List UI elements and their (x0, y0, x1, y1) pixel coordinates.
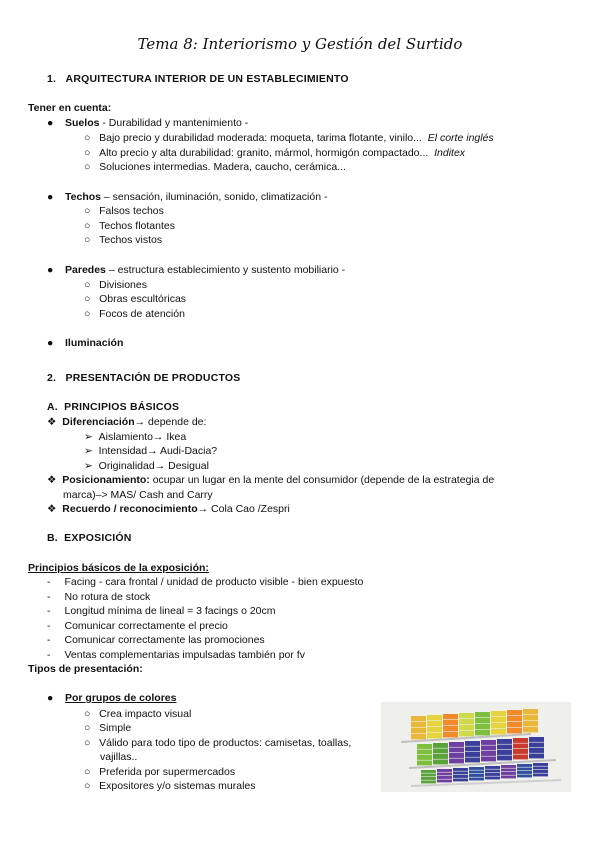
section-2-number: 2. (47, 372, 57, 384)
paredes-subitem: ○ Obras escultóricas (84, 293, 187, 305)
bullet-diamond-icon: ❖ (47, 503, 57, 515)
bullet-circle-icon: ○ (84, 293, 91, 305)
color-shelves-drawing (381, 702, 571, 792)
garment-stack (427, 733, 442, 738)
bullet-circle-icon: ○ (84, 147, 91, 159)
garment-stack (481, 740, 496, 745)
section-2-heading (47, 372, 241, 384)
iluminacion-label: Iluminación (65, 337, 124, 349)
garment-stack (427, 727, 442, 732)
garment-stack (501, 776, 516, 779)
grupos-label: Por grupos de colores (65, 692, 177, 704)
intro-label: Tener en cuenta: (28, 102, 112, 114)
garment-stack (513, 744, 528, 749)
diferenciacion-subitem: ➢ Originalidad→ Desigual (84, 460, 209, 472)
garment-stack (417, 761, 432, 766)
example-text: El corte inglés (427, 132, 494, 144)
suelos-item (47, 117, 248, 129)
garment-stack (497, 756, 512, 761)
bullet-dot-icon: ● (47, 117, 54, 129)
garment-stack (421, 770, 436, 773)
garment-stack (481, 751, 496, 756)
posicionamiento-desc-cont: marca)–> MAS/ Cash and Carry (63, 489, 213, 501)
garment-stack (507, 722, 522, 727)
garment-stack (523, 721, 538, 726)
garment-stack (517, 764, 532, 767)
garment-stack (469, 771, 484, 774)
garment-stack (453, 775, 468, 778)
garment-stack (433, 754, 448, 759)
garment-stack (411, 734, 426, 739)
garment-stack (485, 773, 500, 776)
bullet-diamond-icon: ❖ (47, 416, 57, 428)
garment-stack (427, 715, 442, 720)
garment-stack (529, 754, 544, 759)
garment-stack (421, 781, 436, 784)
suelos-subitem: ○ Bajo precio y durabilidad moderada: moqueta, tarima flotante, vinilo... El corte inglés (84, 132, 494, 144)
garment-stack (485, 766, 500, 769)
bullet-dot-icon: ● (47, 692, 54, 704)
techos-label: Techos (65, 191, 101, 203)
garment-stack (443, 726, 458, 731)
bullet-dot-icon: ● (47, 337, 54, 349)
subsection-a-heading: A. PRINCIPIOS BÁSICOS (47, 401, 180, 413)
garment-stack (533, 767, 548, 770)
garment-stack (449, 742, 464, 747)
garment-stack (497, 750, 512, 755)
garment-stack (485, 770, 500, 773)
bullet-circle-icon: ○ (84, 132, 91, 144)
garment-stack (465, 747, 480, 752)
bullet-dash-icon: - (47, 649, 51, 661)
garment-stack (529, 748, 544, 753)
garment-stack (459, 725, 474, 730)
bullet-circle-icon: ○ (84, 708, 91, 720)
bullet-dot-icon: ● (47, 264, 54, 276)
diferenciacion-item (47, 416, 206, 428)
principio-item: - No rotura de stock (47, 591, 151, 603)
garment-stack (481, 746, 496, 751)
recuerdo-label: Recuerdo / reconocimiento (62, 503, 198, 515)
garment-stack (513, 749, 528, 754)
bullet-circle-icon: ○ (84, 780, 91, 792)
principio-item: - Comunicar correctamente las promociones (47, 634, 265, 646)
garment-stack (443, 732, 458, 737)
paredes-subitem: ○ Divisiones (84, 279, 147, 291)
tipos-title: Tipos de presentación: (28, 663, 143, 675)
garment-stack (507, 710, 522, 715)
garment-stack (485, 777, 500, 780)
principio-item: - Facing - cara frontal / unidad de producto visible - bien expuesto (47, 576, 364, 588)
garment-stack (507, 728, 522, 733)
paredes-label: Paredes (65, 264, 106, 276)
grupos-item (47, 692, 176, 704)
garment-stack (449, 748, 464, 753)
bullet-circle-icon: ○ (84, 722, 91, 734)
garment-stack (465, 758, 480, 763)
bullet-arrow-icon: ➢ (84, 431, 93, 443)
bullet-circle-icon: ○ (84, 205, 91, 217)
garment-stack (517, 775, 532, 778)
garment-stack (507, 716, 522, 721)
bullet-circle-icon: ○ (84, 308, 91, 320)
suelos-subitem: ○ Alto precio y alta durabilidad: granito, mármol, hormigón compactado... Inditex (84, 147, 466, 159)
recuerdo-item (47, 503, 290, 515)
techos-subitem: ○ Techos vistos (84, 234, 163, 246)
bullet-circle-icon: ○ (84, 766, 91, 778)
garment-stack (437, 776, 452, 779)
bullet-dash-icon: - (47, 576, 51, 588)
garment-stack (459, 719, 474, 724)
bullet-circle-icon: ○ (84, 234, 91, 246)
garment-stack (459, 731, 474, 736)
garment-stack (453, 779, 468, 782)
paredes-item (47, 264, 345, 276)
garment-stack (529, 737, 544, 742)
garment-stack (517, 768, 532, 771)
section-1-number: 1. (47, 73, 57, 85)
garment-stack (475, 718, 490, 723)
recuerdo-desc: → Cola Cao /Zespri (197, 503, 290, 515)
garment-stack (469, 774, 484, 777)
garment-stack (497, 745, 512, 750)
garment-stack (523, 709, 538, 714)
techos-item (47, 191, 327, 203)
garment-stack (411, 728, 426, 733)
garment-stack (491, 723, 506, 728)
bullet-circle-icon: ○ (84, 737, 91, 749)
garment-stack (453, 768, 468, 771)
techos-subitem: ○ Falsos techos (84, 205, 164, 217)
garment-stack (459, 713, 474, 718)
posicionamiento-item (47, 474, 494, 486)
bullet-dash-icon: - (47, 591, 51, 603)
garment-stack (417, 750, 432, 755)
garment-stack (475, 712, 490, 717)
iluminacion-item (47, 337, 123, 349)
garment-stack (421, 777, 436, 780)
paredes-desc: – estructura establecimiento y sustento mobiliario - (105, 264, 346, 276)
example-text: Inditex (434, 147, 466, 159)
bullet-arrow-icon: ➢ (84, 445, 93, 457)
section-1-title: ARQUITECTURA INTERIOR DE UN ESTABLECIMIENTO (65, 73, 349, 85)
grupos-subitem: ○ Simple (84, 722, 132, 734)
grupos-subitem: ○ Expositores y/o sistemas murales (84, 780, 256, 792)
principio-item: - Comunicar correctamente el precio (47, 620, 228, 632)
garment-stack (529, 743, 544, 748)
bullet-dot-icon: ● (47, 191, 54, 203)
garment-stack (411, 722, 426, 727)
grupos-subitem: ○ Válido para todo tipo de productos: camisetas, toallas, (84, 737, 352, 749)
grupos-subitem-cont: vajillas.. (100, 751, 138, 763)
bullet-dash-icon: - (47, 605, 51, 617)
garment-stack (417, 744, 432, 749)
color-shelves-image (381, 702, 571, 792)
diferenciacion-subitem: ➢ Intensidad→ Audi-Dacia? (84, 445, 218, 457)
subsection-b-heading: B. EXPOSICIÓN (47, 532, 132, 544)
garment-stack (501, 772, 516, 775)
garment-stack (465, 741, 480, 746)
garment-stack (469, 778, 484, 781)
garment-stack (523, 715, 538, 720)
techos-subitem: ○ Techos flotantes (84, 220, 175, 232)
garment-stack (437, 769, 452, 772)
bullet-circle-icon: ○ (84, 220, 91, 232)
garment-stack (469, 767, 484, 770)
posicionamiento-desc: ocupar un lugar en la mente del consumidor (depende de la estrategia de (149, 474, 495, 486)
bullet-diamond-icon: ❖ (47, 474, 57, 486)
garment-stack (513, 755, 528, 760)
garment-stack (449, 753, 464, 758)
garment-stack (453, 772, 468, 775)
garment-stack (497, 739, 512, 744)
principio-item: - Ventas complementarias impulsadas también por fv (47, 649, 305, 661)
page-title: Tema 8: Interiorismo y Gestión del Surtido (137, 35, 463, 53)
garment-stack (491, 711, 506, 716)
garment-stack (433, 743, 448, 748)
principio-item: - Longitud mínima de lineal = 3 facings o 20cm (47, 605, 276, 617)
garment-stack (481, 757, 496, 762)
garment-stack (475, 724, 490, 729)
principios-title: Principios básicos de la exposición: (28, 562, 209, 574)
bullet-arrow-icon: ➢ (84, 460, 93, 472)
garment-stack (433, 760, 448, 765)
paredes-subitem: ○ Focos de atención (84, 308, 185, 320)
techos-desc: – sensación, iluminación, sonido, climatización - (101, 191, 328, 203)
diferenciacion-desc: → depende de: (134, 416, 207, 428)
garment-stack (433, 749, 448, 754)
garment-stack (491, 717, 506, 722)
diferenciacion-label: Diferenciación (62, 416, 135, 428)
garment-stack (475, 730, 490, 735)
garment-stack (501, 769, 516, 772)
grupos-subitem: ○ Preferida por supermercados (84, 766, 236, 778)
garment-stack (443, 714, 458, 719)
garment-stack (491, 729, 506, 734)
grupos-subitem: ○ Crea impacto visual (84, 708, 192, 720)
bullet-circle-icon: ○ (84, 279, 91, 291)
bullet-dash-icon: - (47, 634, 51, 646)
garment-stack (501, 765, 516, 768)
garment-stack (533, 763, 548, 766)
garment-stack (443, 720, 458, 725)
garment-stack (523, 727, 538, 732)
diferenciacion-subitem: ➢ Aislamiento→ Ikea (84, 431, 187, 443)
garment-stack (533, 774, 548, 777)
garment-stack (465, 752, 480, 757)
suelos-label: Suelos (65, 117, 100, 129)
bullet-dash-icon: - (47, 620, 51, 632)
section-1-heading (47, 73, 349, 85)
garment-stack (411, 716, 426, 721)
posicionamiento-label: Posicionamiento: (62, 474, 150, 486)
garment-stack (437, 773, 452, 776)
garment-stack (513, 738, 528, 743)
bullet-circle-icon: ○ (84, 161, 91, 173)
garment-stack (533, 770, 548, 773)
suelos-desc: - Durabilidad y mantenimiento - (99, 117, 249, 129)
garment-stack (449, 759, 464, 764)
garment-stack (427, 721, 442, 726)
suelos-subitem: ○ Soluciones intermedias. Madera, caucho, cerámica... (84, 161, 346, 173)
garment-stack (517, 771, 532, 774)
garment-stack (437, 780, 452, 783)
section-2-title: PRESENTACIÓN DE PRODUCTOS (65, 372, 241, 384)
garment-stack (417, 755, 432, 760)
garment-stack (421, 774, 436, 777)
